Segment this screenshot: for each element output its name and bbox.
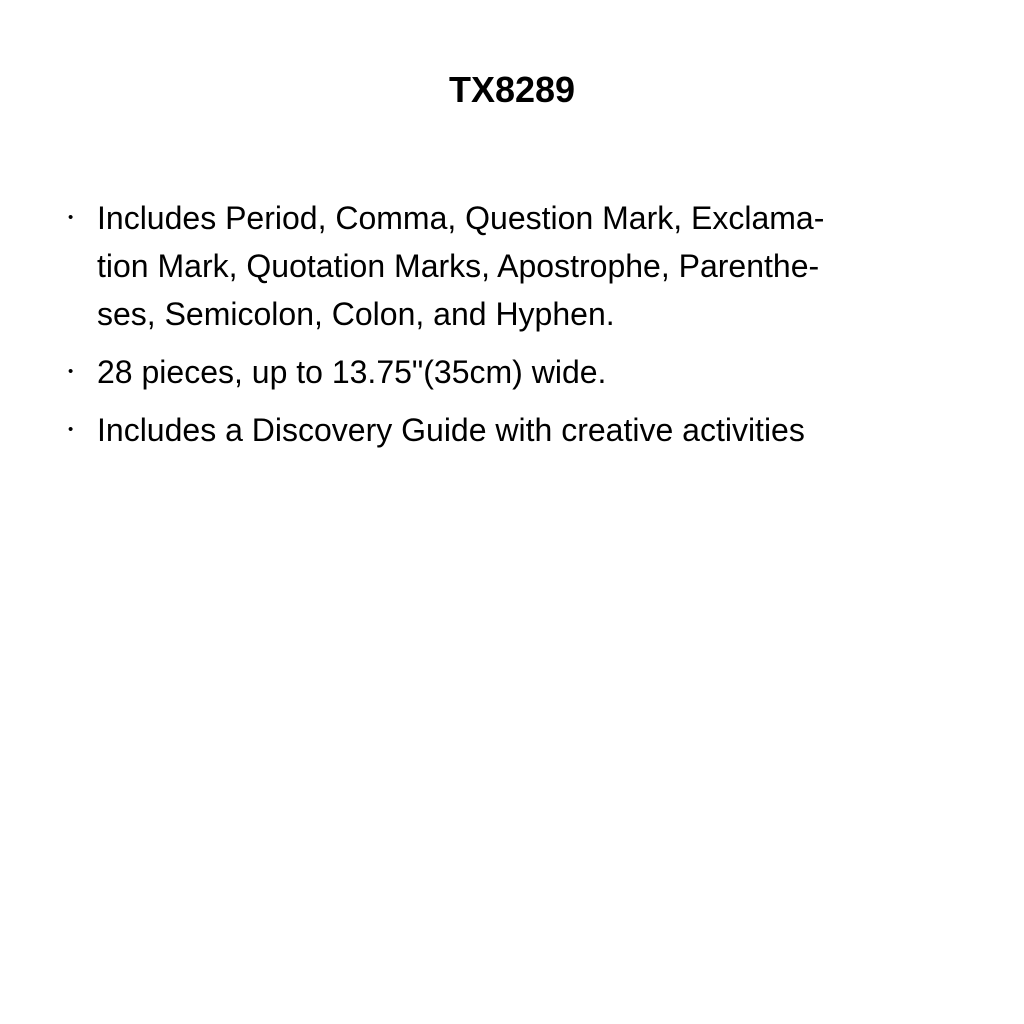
list-item bbox=[0, 194, 937, 338]
feature-list bbox=[0, 194, 937, 464]
list-item bbox=[0, 406, 937, 454]
page-title: TX8289 bbox=[448, 69, 576, 110]
feature-text-line: 28 pieces, up to 13.75"(35cm) wide. bbox=[97, 354, 607, 390]
bullet-icon: • bbox=[68, 363, 74, 380]
feature-text-line: Includes Period, Comma, Question Mark, Exclama- bbox=[97, 200, 825, 236]
bullet-icon: • bbox=[68, 421, 74, 438]
bullet-icon: • bbox=[68, 209, 74, 226]
feature-text-line: tion Mark, Quotation Marks, Apostrophe, Parenthe- bbox=[97, 248, 820, 284]
list-item bbox=[0, 348, 937, 396]
feature-text-line: Includes a Discovery Guide with creative activities bbox=[97, 412, 805, 448]
feature-text-line: ses, Semicolon, Colon, and Hyphen. bbox=[97, 296, 615, 332]
